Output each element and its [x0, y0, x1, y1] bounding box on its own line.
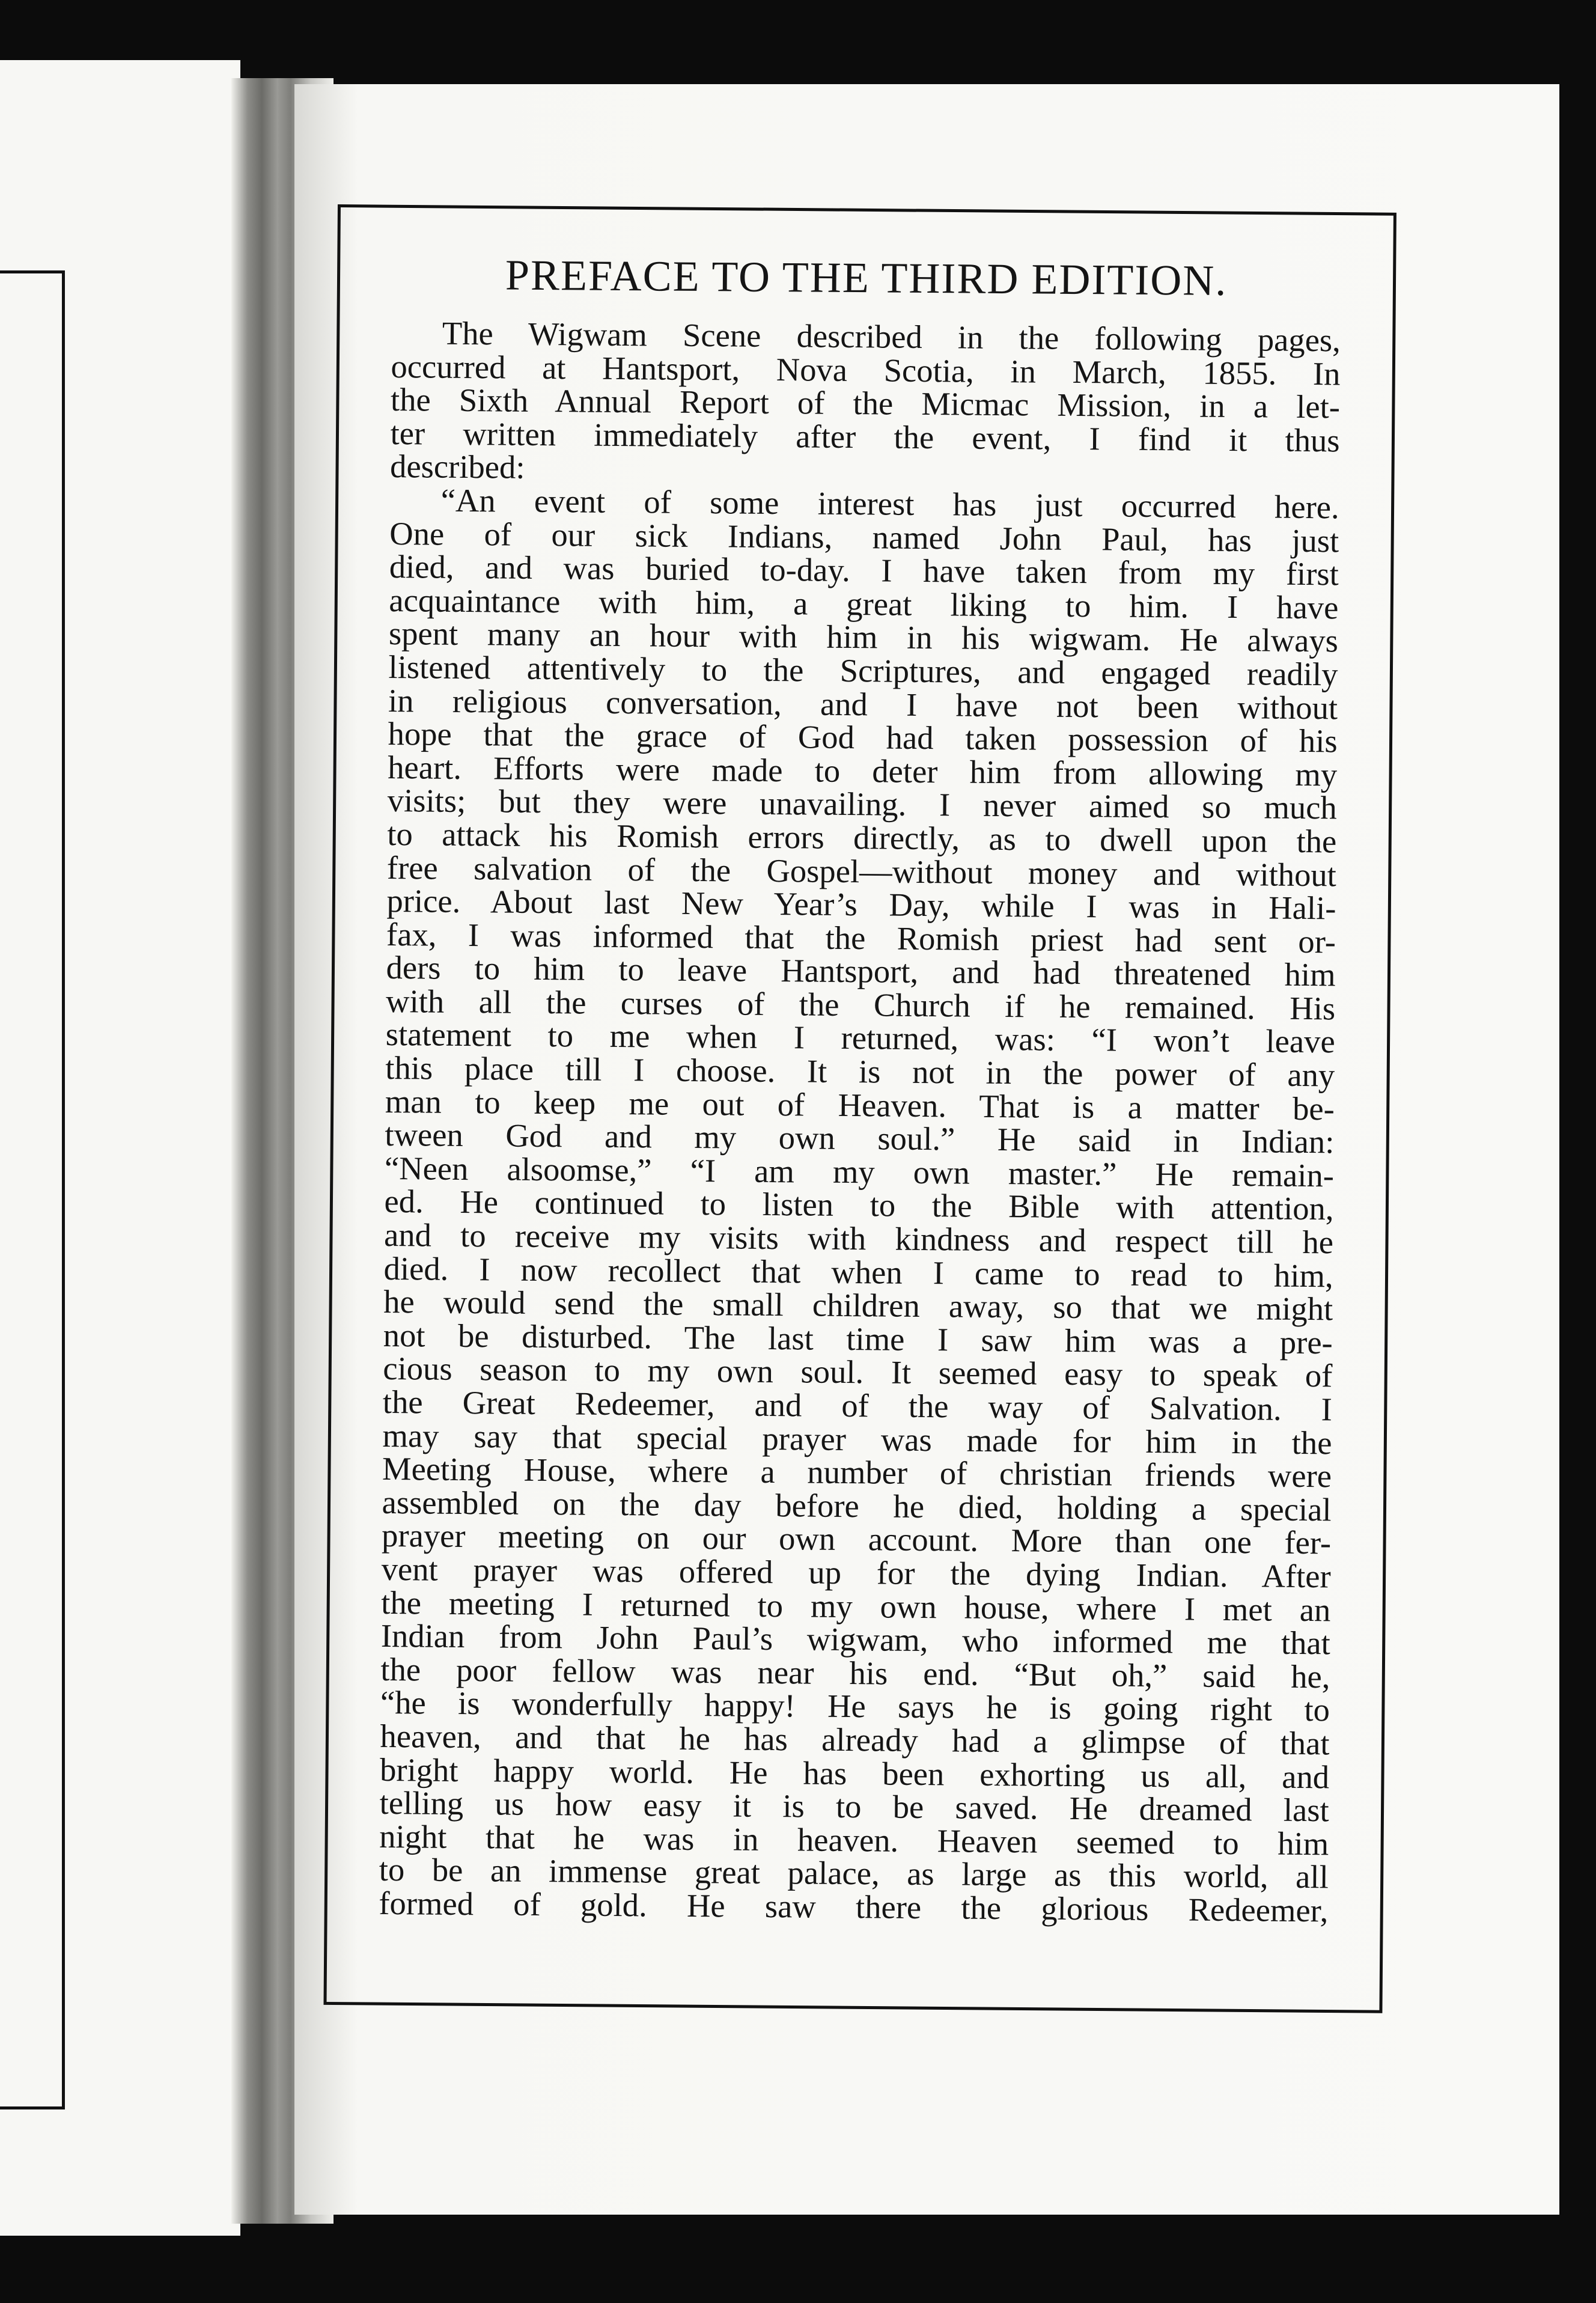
text-line: vent prayer was offered up for the dying Indian. After [381, 1550, 1331, 1595]
text-line: this place till I choose. It is not in the power of any [385, 1049, 1335, 1094]
text-line: fax, I was informed that the Romish priest had sent or- [386, 915, 1336, 960]
text-line: The Wigwam Scene described in the following pages, [442, 314, 1341, 359]
preface-body [379, 316, 1341, 1927]
text-line: “An event of some interest has just occurred here. [440, 481, 1339, 526]
left-facing-page [0, 60, 240, 2236]
text-line: ders to him to leave Hantsport, and had threatened him [386, 949, 1336, 993]
text-line: man to keep me out of Heaven. That is a matter be- [385, 1082, 1335, 1127]
text-line: heart. Efforts were made to deter him from allowing my [387, 748, 1338, 793]
preface-title: PREFACE TO THE THIRD EDITION. [505, 251, 1228, 305]
text-line: occurred at Hantsport, Nova Scotia, in March, 1855. In [391, 347, 1341, 392]
text-line: telling us how easy it is to be saved. He dreamed last [379, 1784, 1329, 1829]
text-line: “Neen alsoomse,” “I am my own master.” He remain- [384, 1149, 1335, 1194]
text-line: price. About last New Year’s Day, while I was in Hali- [386, 882, 1336, 927]
text-line: died. I now recollect that when I came to read to him, [383, 1249, 1333, 1294]
text-line: night that he was in heaven. Heaven seemed to him [379, 1817, 1329, 1862]
text-line: listened attentively to the Scriptures, and engaged readily [388, 648, 1338, 693]
text-line: hope that the grace of God had taken possession of his [388, 715, 1338, 760]
text-line: died, and was buried to-day. I have taken from my first [389, 548, 1339, 593]
text-line: the meeting I returned to my own house, where I met an [381, 1584, 1331, 1628]
text-line: to attack his Romish errors directly, as to dwell upon the [387, 815, 1337, 860]
text-line: Indian from John Paul’s wigwam, who informed me that [380, 1617, 1331, 1662]
text-line: prayer meeting on our own account. More than one fer- [381, 1517, 1332, 1561]
preface-text-block [379, 249, 1341, 1927]
text-line: ter written immediately after the event, I find it thus [390, 414, 1340, 459]
left-page-border [0, 270, 65, 2109]
text-line: he would send the small children away, so that we might [383, 1283, 1333, 1328]
text-line: with all the curses of the Church if he remained. His [385, 982, 1336, 1027]
text-line: formed of gold. He saw there the glorious Redeemer, [379, 1884, 1329, 1929]
text-line: “he is wonderfully happy! He says he is going right to [380, 1684, 1330, 1728]
text-line: spent many an hour with him in his wigwam. He always [388, 615, 1339, 659]
text-line: Meeting House, where a number of christian friends were [382, 1450, 1332, 1495]
text-line: ed. He continued to listen to the Bible with attention, [384, 1183, 1334, 1227]
text-line: the Great Redeemer, and of the way of Salvation. I [382, 1383, 1333, 1428]
text-line: described: [389, 448, 525, 486]
text-line: to be an immense great palace, as large as this world, all [379, 1851, 1329, 1896]
text-line: assembled on the day before he died, holding a special [382, 1483, 1332, 1528]
text-line: visits; but they were unavailing. I never aimed so much [387, 782, 1337, 826]
text-line: may say that special prayer was made for him in the [382, 1417, 1332, 1461]
text-line: the Sixth Annual Report of the Micmac Mission, in a let- [390, 381, 1341, 426]
text-line: tween God and my own soul.” He said in Indian: [385, 1116, 1335, 1161]
text-line: the poor fellow was near his end. “But oh,” said he, [380, 1650, 1330, 1695]
text-line: and to receive my visits with kindness and respect till he [383, 1216, 1334, 1261]
text-line: not be disturbed. The last time I saw him was a pre- [383, 1316, 1333, 1361]
text-line: heaven, and that he has already had a glimpse of that [380, 1717, 1330, 1762]
text-line: bright happy world. He has been exhorting us all, and [379, 1751, 1330, 1795]
text-line: One of our sick Indians, named John Paul, has just [389, 514, 1339, 559]
text-line: cious season to my own soul. It seemed easy to speak of [383, 1350, 1333, 1394]
text-line: acquaintance with him, a great liking to him. I have [389, 581, 1339, 626]
text-line: free salvation of the Gospel—without money and without [386, 849, 1337, 893]
text-line: in religious conversation, and I have not been without [388, 682, 1338, 726]
text-line: statement to me when I returned, was: “I won’t leave [385, 1016, 1335, 1060]
